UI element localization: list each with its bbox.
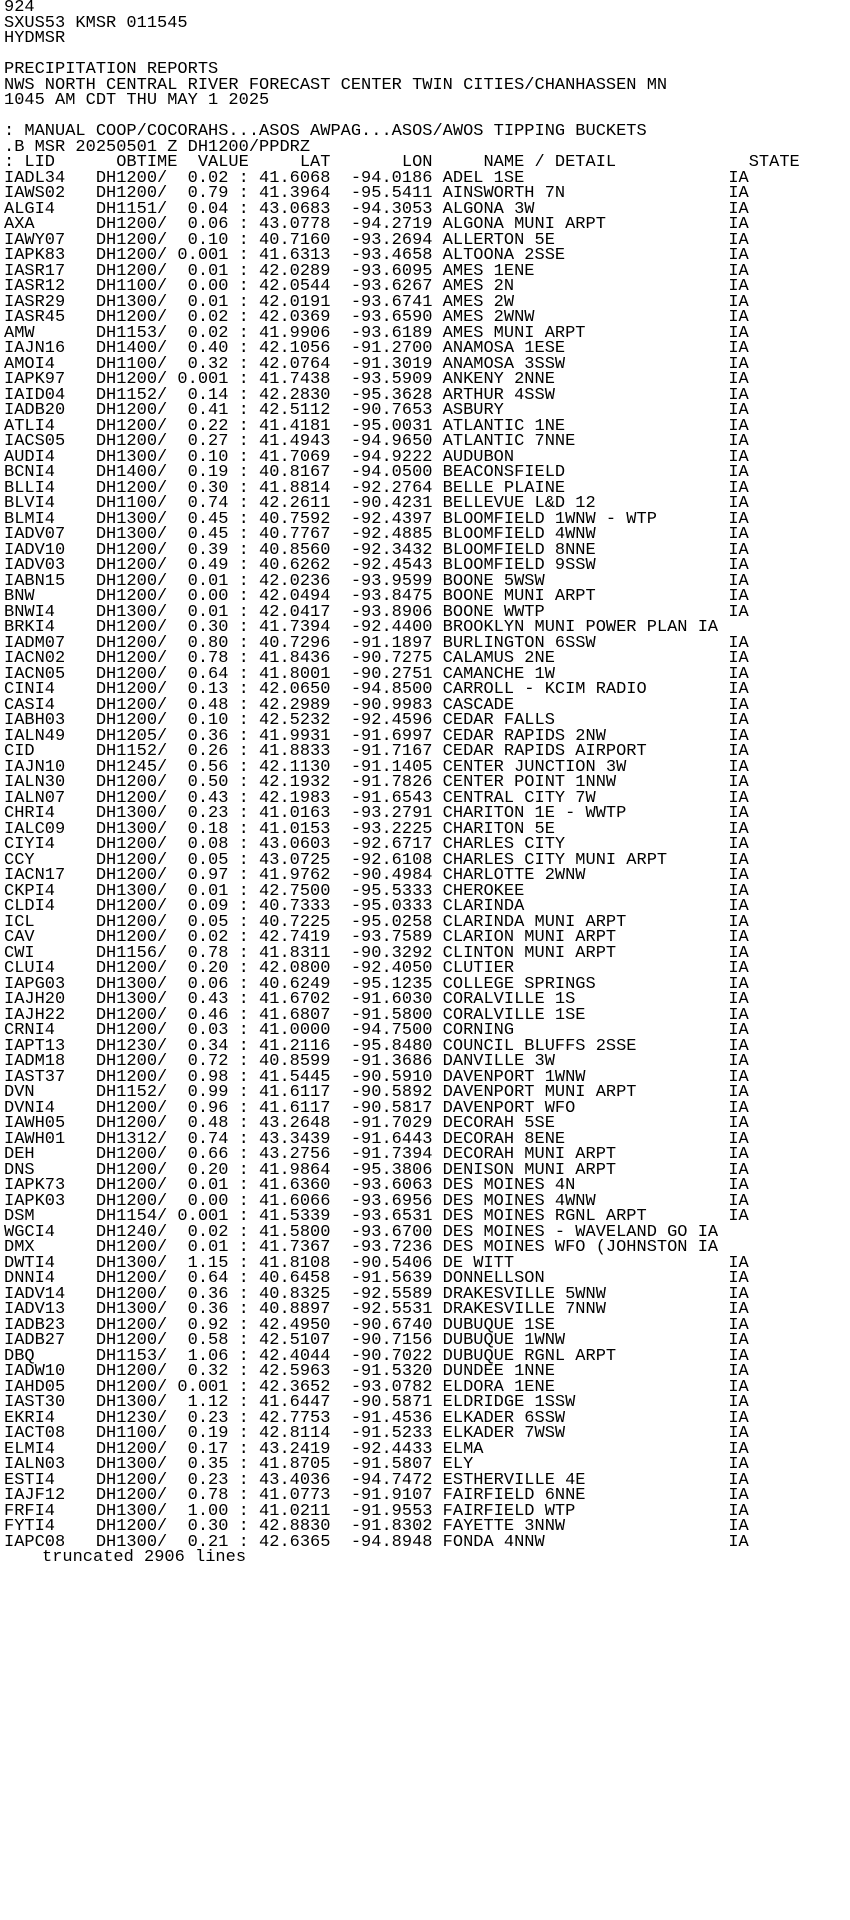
table-row: IADL34 DH1200/ 0.02 : 41.6068 -94.0186 ADEL 1SE IA <box>4 168 749 188</box>
table-row: IADM18 DH1200/ 0.72 : 40.8599 -91.3686 DANVILLE 3W IA <box>4 1052 749 1071</box>
table-row: CLUI4 DH1200/ 0.20 : 42.0800 -92.4050 CLUTIER IA <box>4 959 749 978</box>
table-row: IAWH01 DH1312/ 0.74 : 43.3439 -91.6443 DECORAH 8ENE IA <box>4 1129 749 1149</box>
table-row: CASI4 DH1200/ 0.48 : 42.2989 -90.9983 CASCADE IA <box>4 695 749 715</box>
table-row: IAPK83 DH1200/ 0.001 : 41.6313 -93.4658 ALTOONA 2SSE IA <box>4 246 749 265</box>
table-row: IADB27 DH1200/ 0.58 : 42.5107 -90.7156 DUBUQUE 1WNW IA <box>4 1331 749 1350</box>
table-row: DWTI4 DH1300/ 1.15 : 41.8108 -90.5406 DE WITT IA <box>4 1253 749 1273</box>
table-row: CRNI4 DH1200/ 0.03 : 41.0000 -94.7500 CORNING IA <box>4 1021 749 1040</box>
table-row: IALN30 DH1200/ 0.50 : 42.1932 -91.7826 CENTER POINT 1NNW IA <box>4 773 749 792</box>
table-row: CLDI4 DH1200/ 0.09 : 40.7333 -95.0333 CLARINDA IA <box>4 897 749 916</box>
table-row: IADV07 DH1300/ 0.45 : 40.7767 -92.4885 BLOOMFIELD 4WNW IA <box>4 525 749 544</box>
table-row: DEH DH1200/ 0.66 : 43.2756 -91.7394 DECORAH MUNI ARPT IA <box>4 1145 749 1164</box>
table-row: IAWH05 DH1200/ 0.48 : 43.2648 -91.7029 DECORAH 5SE IA <box>4 1114 749 1133</box>
table-row: IADV10 DH1200/ 0.39 : 40.8560 -92.3432 BLOOMFIELD 8NNE IA <box>4 540 749 560</box>
table-row: FYTI4 DH1200/ 0.30 : 42.8830 -91.8302 FAYETTE 3NNW IA <box>4 1517 749 1536</box>
table-row: IAPK97 DH1200/ 0.001 : 41.7438 -93.5909 ANKENY 2NNE IA <box>4 370 749 389</box>
table-row: IADV14 DH1200/ 0.36 : 40.8325 -92.5589 DRAKESVILLE 5WNW IA <box>4 1284 749 1304</box>
table-row: CCY DH1200/ 0.05 : 43.0725 -92.6108 CHARLES CITY MUNI ARPT IA <box>4 850 749 870</box>
table-row: BNW DH1200/ 0.00 : 42.0494 -93.8475 BOONE MUNI ARPT IA <box>4 587 749 606</box>
table-row: ESTI4 DH1200/ 0.23 : 43.4036 -94.7472 ESTHERVILLE 4E IA <box>4 1470 749 1490</box>
table-row: CINI4 DH1200/ 0.13 : 42.0650 -94.8500 CARROLL - KCIM RADIO IA <box>4 680 749 699</box>
table-row: CAV DH1200/ 0.02 : 42.7419 -93.7589 CLARION MUNI ARPT IA <box>4 928 749 947</box>
table-row: IAST30 DH1300/ 1.12 : 41.6447 -90.5871 ELDRIDGE 1SSW IA <box>4 1393 749 1412</box>
bulletin-number: 924 <box>4 0 35 17</box>
table-row: IAWY07 DH1200/ 0.10 : 40.7160 -93.2694 ALLERTON 5E IA <box>4 230 749 250</box>
table-row: IASR12 DH1100/ 0.00 : 42.0544 -93.6267 AMES 2N IA <box>4 277 749 296</box>
table-row: IALC09 DH1300/ 0.18 : 41.0153 -93.2225 CHARITON 5E IA <box>4 819 749 839</box>
table-row: IAST37 DH1200/ 0.98 : 41.5445 -90.5910 DAVENPORT 1WNW IA <box>4 1067 749 1087</box>
product-id: HYDMSR <box>4 29 66 48</box>
table-row: IABN15 DH1200/ 0.01 : 42.0236 -93.9599 BOONE 5WSW IA <box>4 571 749 591</box>
table-row: EKRI4 DH1230/ 0.23 : 42.7753 -91.4536 ELKADER 6SSW IA <box>4 1408 749 1428</box>
table-row: BNWI4 DH1300/ 0.01 : 42.0417 -93.8906 BOONE WWTP IA <box>4 602 749 622</box>
report-table <box>4 168 850 1552</box>
table-row: CID DH1152/ 0.26 : 41.8833 -91.7167 CEDAR RAPIDS AIRPORT IA <box>4 742 749 761</box>
table-row: CKPI4 DH1300/ 0.01 : 42.7500 -95.5333 CHEROKEE IA <box>4 881 749 901</box>
table-row: AMOI4 DH1100/ 0.32 : 42.0764 -91.3019 ANAMOSA 3SSW IA <box>4 354 749 374</box>
table-row: IASR45 DH1200/ 0.02 : 42.0369 -93.6590 AMES 2WNW IA <box>4 308 749 327</box>
table-row: IAJF12 DH1200/ 0.78 : 41.0773 -91.9107 FAIRFIELD 6NNE IA <box>4 1486 749 1505</box>
table-row: IALN07 DH1200/ 0.43 : 42.1983 -91.6543 CENTRAL CITY 7W IA <box>4 788 749 808</box>
table-row: BCNI4 DH1400/ 0.19 : 40.8167 -94.0500 BEACONSFIELD IA <box>4 463 749 482</box>
table-row: IALN49 DH1205/ 0.36 : 41.9931 -91.6997 CEDAR RAPIDS 2NW IA <box>4 726 749 746</box>
table-row: BLVI4 DH1100/ 0.74 : 42.2611 -90.4231 BELLEVUE L&D 12 IA <box>4 494 749 513</box>
table-row: IAWS02 DH1200/ 0.79 : 41.3964 -95.5411 AINSWORTH 7N IA <box>4 184 749 203</box>
table-row: IAID04 DH1152/ 0.14 : 42.2830 -95.3628 ARTHUR 4SSW IA <box>4 385 749 405</box>
table-row: IADB20 DH1200/ 0.41 : 42.5112 -90.7653 ASBURY IA <box>4 401 749 420</box>
table-row: AUDI4 DH1300/ 0.10 : 41.7069 -94.9222 AUDUBON IA <box>4 447 749 467</box>
table-row: IAHD05 DH1200/ 0.001 : 42.3652 -93.0782 ELDORA 1ENE IA <box>4 1377 749 1397</box>
table-row: IAJH22 DH1200/ 0.46 : 41.6807 -91.5800 CORALVILLE 1SE IA <box>4 1005 749 1025</box>
table-row: BRKI4 DH1200/ 0.30 : 41.7394 -92.4400 BROOKLYN MUNI POWER PLAN IA <box>4 618 719 637</box>
product-title: PRECIPITATION REPORTS <box>4 60 219 79</box>
table-row: IABH03 DH1200/ 0.10 : 42.5232 -92.4596 CEDAR FALLS IA <box>4 711 749 730</box>
table-row: IAPK73 DH1200/ 0.01 : 41.6360 -93.6063 DES MOINES 4N IA <box>4 1176 749 1195</box>
shef-header: .B MSR 20250501 Z DH1200/PPDRZ <box>4 137 311 157</box>
table-row: ICL DH1200/ 0.05 : 40.7225 -95.0258 CLARINDA MUNI ARPT IA <box>4 912 749 932</box>
table-row: DSM DH1154/ 0.001 : 41.5339 -93.6531 DES MOINES RGNL ARPT IA <box>4 1207 749 1226</box>
table-row: DMX DH1200/ 0.01 : 41.7367 -93.7236 DES MOINES WFO (JOHNSTON IA <box>4 1238 719 1257</box>
table-row: IACT08 DH1100/ 0.19 : 42.8114 -91.5233 ELKADER 7WSW IA <box>4 1424 749 1443</box>
table-row: IACN02 DH1200/ 0.78 : 41.8436 -90.7275 CALAMUS 2NE IA <box>4 649 749 668</box>
table-row: IADM07 DH1200/ 0.80 : 40.7296 -91.1897 BURLINGTON 6SSW IA <box>4 633 749 653</box>
table-row: DNS DH1200/ 0.20 : 41.9864 -95.3806 DENISON MUNI ARPT IA <box>4 1160 749 1180</box>
table-row: IADV13 DH1300/ 0.36 : 40.8897 -92.5531 DRAKESVILLE 7NNW IA <box>4 1300 749 1319</box>
table-row: IAPK03 DH1200/ 0.00 : 41.6066 -93.6956 DES MOINES 4WNW IA <box>4 1191 749 1211</box>
table-row: IAPT13 DH1230/ 0.34 : 41.2116 -95.8480 COUNCIL BLUFFS 2SSE IA <box>4 1036 749 1056</box>
table-row: BLLI4 DH1200/ 0.30 : 41.8814 -92.2764 BELLE PLAINE IA <box>4 478 749 498</box>
issue-datetime: 1045 AM CDT THU MAY 1 2025 <box>4 91 270 110</box>
table-row: WGCI4 DH1240/ 0.02 : 41.5800 -93.6700 DES MOINES - WAVELAND GO IA <box>4 1222 719 1242</box>
issuing-office: NWS NORTH CENTRAL RIVER FORECAST CENTER TWIN CITIES/CHANHASSEN MN <box>4 75 668 95</box>
table-row: IACN17 DH1200/ 0.97 : 41.9762 -90.4984 CHARLOTTE 2WNW IA <box>4 866 749 885</box>
table-row: IADB23 DH1200/ 0.92 : 42.4950 -90.6740 DUBUQUE 1SE IA <box>4 1315 749 1335</box>
table-row: DNNI4 DH1200/ 0.64 : 40.6458 -91.5639 DONNELLSON IA <box>4 1269 749 1288</box>
table-row: IADW10 DH1200/ 0.32 : 42.5963 -91.5320 DUNDEE 1NNE IA <box>4 1362 749 1381</box>
table-row: IAPG03 DH1300/ 0.06 : 40.6249 -95.1235 COLLEGE SPRINGS IA <box>4 974 749 994</box>
table-row: AMW DH1153/ 0.02 : 41.9906 -93.6189 AMES MUNI ARPT IA <box>4 323 749 343</box>
table-row: BLMI4 DH1300/ 0.45 : 40.7592 -92.4397 BLOOMFIELD 1WNW - WTP IA <box>4 509 749 529</box>
table-row: CWI DH1156/ 0.78 : 41.8311 -90.3292 CLINTON MUNI ARPT IA <box>4 943 749 963</box>
table-row: IASR17 DH1200/ 0.01 : 42.0289 -93.6095 AMES 1ENE IA <box>4 261 749 281</box>
table-row: IAJH20 DH1300/ 0.43 : 41.6702 -91.6030 CORALVILLE 1S IA <box>4 990 749 1009</box>
table-row: IACN05 DH1200/ 0.64 : 41.8001 -90.2751 CAMANCHE 1W IA <box>4 664 749 684</box>
table-row: DVN DH1152/ 0.99 : 41.6117 -90.5892 DAVENPORT MUNI ARPT IA <box>4 1083 749 1102</box>
source-note: : MANUAL COOP/COCORAHS...ASOS AWPAG...ASOS/AWOS TIPPING BUCKETS <box>4 122 647 141</box>
table-row: CHRI4 DH1300/ 0.23 : 41.0163 -93.2791 CHARITON 1E - WWTP IA <box>4 804 749 823</box>
table-row: AXA DH1200/ 0.06 : 43.0778 -94.2719 ALGONA MUNI ARPT IA <box>4 215 749 234</box>
table-row: IAJN10 DH1245/ 0.56 : 42.1130 -91.1405 CENTER JUNCTION 3W IA <box>4 757 749 777</box>
column-header: : LID OBTIME VALUE LAT LON NAME / DETAIL STATE <box>4 153 800 172</box>
wmo-header: SXUS53 KMSR 011545 <box>4 13 188 33</box>
table-row: IALN03 DH1300/ 0.35 : 41.8705 -91.5807 ELY IA <box>4 1455 749 1474</box>
table-row: IADV03 DH1200/ 0.49 : 40.6262 -92.4543 BLOOMFIELD 9SSW IA <box>4 556 749 575</box>
truncation-note: truncated 2906 lines <box>42 1548 247 1567</box>
table-row: DVNI4 DH1200/ 0.96 : 41.6117 -90.5817 DAVENPORT WFO IA <box>4 1098 749 1118</box>
table-row: DBQ DH1153/ 1.06 : 42.4044 -90.7022 DUBUQUE RGNL ARPT IA <box>4 1346 749 1366</box>
table-row: CIYI4 DH1200/ 0.08 : 43.0603 -92.6717 CHARLES CITY IA <box>4 835 749 854</box>
table-row: IACS05 DH1200/ 0.27 : 41.4943 -94.9650 ATLANTIC 7NNE IA <box>4 432 749 451</box>
table-row: ATLI4 DH1200/ 0.22 : 41.4181 -95.0031 ATLANTIC 1NE IA <box>4 416 749 436</box>
table-row: IAJN16 DH1400/ 0.40 : 42.1056 -91.2700 ANAMOSA 1ESE IA <box>4 339 749 358</box>
table-row: ELMI4 DH1200/ 0.17 : 43.2419 -92.4433 ELMA IA <box>4 1439 749 1459</box>
table-row: IASR29 DH1300/ 0.01 : 42.0191 -93.6741 AMES 2W IA <box>4 292 749 312</box>
table-row: FRFI4 DH1300/ 1.00 : 41.0211 -91.9553 FAIRFIELD WTP IA <box>4 1501 749 1521</box>
table-row: IAPC08 DH1300/ 0.21 : 42.6365 -94.8948 FONDA 4NNW IA <box>4 1532 749 1552</box>
table-row: ALGI4 DH1151/ 0.04 : 43.0683 -94.3053 ALGONA 3W IA <box>4 199 749 219</box>
